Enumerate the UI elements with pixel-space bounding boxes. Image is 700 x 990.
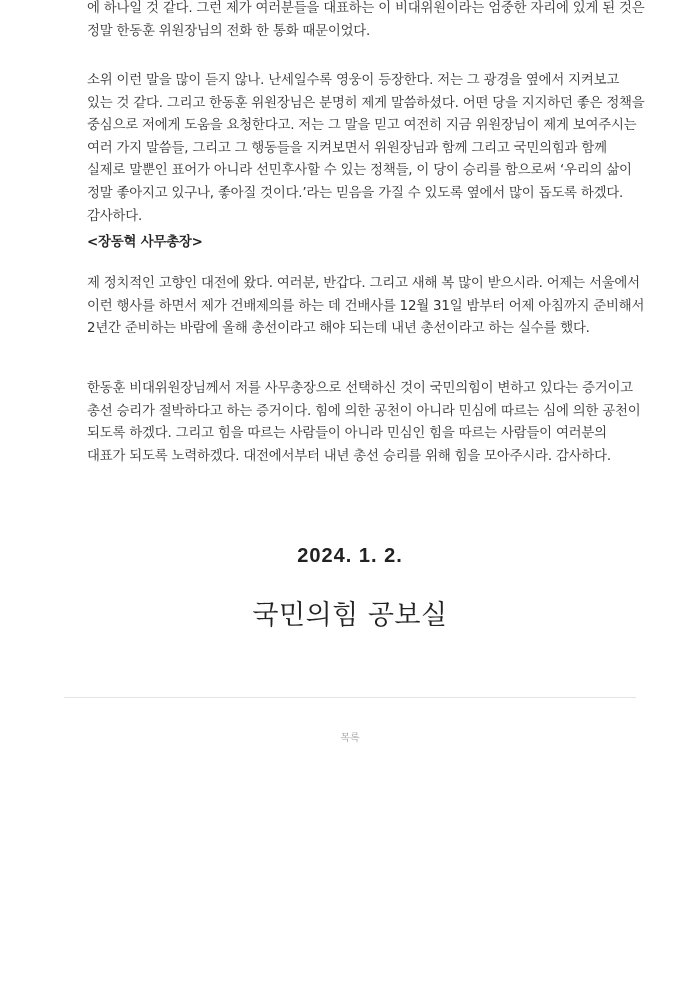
speaker-heading: <장동혁 사무총장>	[87, 235, 203, 250]
list-link[interactable]: 목록	[340, 733, 360, 744]
paragraph: 소위 이런 말을 많이 듣지 않나. 난세일수록 영웅이 등장한다. 저는 그 광경을 옆에서 지켜보고 있는 것 같다. 그리고 한동훈 위원장님은 분명히 제게 말씀하셨다. 어떤 당을 지지하던 좋은 정책을 중심으로 저에게 도움을 요청한다고. 저는 그 말을 믿고 여전히 지금 위원장님이 제게 보여주시는 여러 가지 말씀들, 그리고 그 행동들을 지켜보면서 위원장님과 함께 그리고 국민의힘과 함께 실제로 말뿐인 표어가 아니라 선민후사할 수 있는 정책들, 이 당이 승리를 함으로써 ‘우리의 삶이 정말 좋아지고 있구나, 좋아질 것이다.’라는 믿음을 가질 수 있도록 옆에서 많이 돕도록 하겠다. 감사하다.	[87, 73, 645, 224]
paragraph: 한동훈 비대위원장님께서 저를 사무총장으로 선택하신 것이 국민의힘이 변하고 있다는 증거이고 총선 승리가 절박하다고 하는 증거이다. 힘에 의한 공천이 아니라 민심에 따르는 심에 의한 공천이 되도록 하겠다. 그리고 힘을 따르는 사람들이 아니라 민심인 힘을 따르는 사람들이 여러분의 대표가 되도록 노력하겠다. 대전에서부터 내년 총선 승리를 위해 힘을 모아주시라. 감사하다.	[87, 381, 641, 464]
release-date: 2024. 1. 2.	[297, 545, 403, 567]
organization-name: 국민의힘 공보실	[252, 600, 448, 631]
paragraph: 에 하나일 것 같다. 그런 제가 여러분들을 대표하는 이 비대위원이라는 엄중한 자리에 있게 된 것은 정말 한동훈 위원장님의 전화 한 통화 때문이었다.	[87, 1, 645, 39]
divider	[64, 697, 636, 698]
paragraph: 제 정치적인 고향인 대전에 왔다. 여러분, 반갑다. 그리고 새해 복 많이 받으시라. 어제는 서울에서 이런 행사를 하면서 제가 건배제의를 하는 데 건배사를 12월 31일 밤부터 어제 아침까지 준비해서 2년간 준비하는 바람에 올해 총선이라고 해야 되는데 내년 총선이라고 하는 실수를 했다.	[87, 276, 645, 337]
